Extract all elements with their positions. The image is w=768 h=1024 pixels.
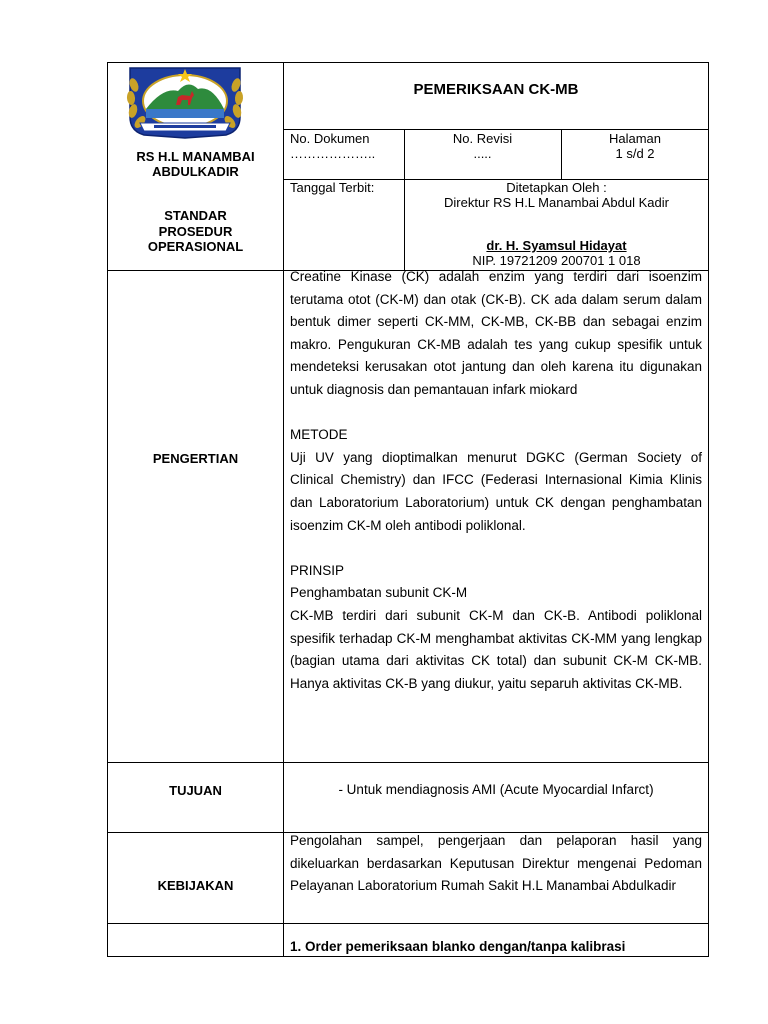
- divider: [283, 63, 284, 956]
- pengertian-content: [290, 266, 702, 695]
- hospital-name-line: RS H.L MANAMBAI: [136, 149, 255, 164]
- page-label: Halaman: [608, 131, 662, 146]
- section-label-tujuan: TUJUAN: [169, 783, 222, 798]
- director-title: Direktur RS H.L Manambai Abdul Kadir: [444, 195, 669, 210]
- sop-title-line: OPERASIONAL: [147, 239, 244, 254]
- prinsip-text: CK-MB terdiri dari subunit CK-M dan CK-B. Antibodi poliklonal spesifik terhadap CK-M menghambat aktivitas CK-MM yang lengkap (bagian utama dari aktivitas CK total) dan subunit CK-M CK-MB. Hanya aktivitas CK-B yang diukur, yaitu separuh aktivitas CK-MB.: [290, 607, 702, 691]
- director-name: dr. H. Syamsul Hidayat: [486, 238, 627, 253]
- page-value: 1 s/d 2: [615, 146, 655, 161]
- sop-document: [107, 62, 709, 957]
- page-cell: [561, 131, 709, 161]
- established-by: Ditetapkan Oleh :: [506, 180, 607, 195]
- issue-date-label: Tanggal Terbit:: [290, 180, 375, 195]
- hospital-name: [108, 149, 283, 179]
- kebijakan-text: Pengolahan sampel, pengerjaan dan pelaporan hasil yang dikeluarkan berdasarkan Keputusan Direktur mengenai Pedoman Pelayanan Laboratorium Rumah Sakit H.L Manambai Abdulkadir: [290, 833, 702, 894]
- prinsip-subheading: Penghambatan subunit CK-M: [290, 585, 468, 601]
- revision-value: .....: [473, 146, 492, 161]
- regional-emblem: [118, 65, 251, 139]
- pengertian-intro: Creatine Kinase (CK) adalah enzim yang terdiri dari isoenzim terutama otot (CK-M) dan otak (CK-B). CK ada dalam serum dalam bentuk dimer seperti CK-MM, CK-MB, CK-BB dan sebagai enzim makro. Pengukuran CK-MB adalah tes yang cukup spesifik untuk mendeteksi kerusakan otot jantung dan oleh karena itu digunakan untuk diagnosis dan pemantauan infark miokard: [290, 269, 702, 397]
- revision-cell: [404, 131, 561, 161]
- doc-number-label: No. Dokumen: [290, 131, 370, 146]
- prinsip-heading: PRINSIP: [290, 562, 345, 578]
- revision-label: No. Revisi: [452, 131, 513, 146]
- section-label-kebijakan: KEBIJAKAN: [157, 878, 234, 893]
- tujuan-text: - Untuk mendiagnosis AMI (Acute Myocardial Infarct): [338, 782, 654, 797]
- director-nip: NIP. 19721209 200701 1 018: [472, 253, 641, 268]
- sop-title-line: STANDAR: [164, 208, 227, 223]
- sop-title-line: PROSEDUR: [158, 223, 233, 239]
- metode-heading: METODE: [290, 427, 348, 443]
- doc-number-cell: [290, 131, 402, 161]
- section-label-pengertian: PENGERTIAN: [152, 451, 239, 466]
- sop-title: [108, 208, 283, 255]
- procedure-item-1: 1. Order pemeriksaan blanko dengan/tanpa kalibrasi: [290, 939, 626, 954]
- hospital-name-line: ABDULKADIR: [152, 164, 239, 179]
- divider: [283, 129, 709, 130]
- divider: [108, 923, 709, 924]
- kebijakan-content: [290, 830, 702, 898]
- document-title: PEMERIKSAAN CK-MB: [413, 81, 579, 98]
- approval-block: [404, 180, 709, 268]
- doc-number-value: ………………..: [290, 146, 376, 161]
- divider: [108, 762, 709, 763]
- metode-text: Uji UV yang dioptimalkan menurut DGKC (German Society of Clinical Chemistry) dan IFCC (Federasi Internasional Kimia Klinis dan Laboratorium Laboratorium) untuk CK dengan penghambatan isoenzim CK-M oleh antibodi poliklonal.: [290, 449, 702, 533]
